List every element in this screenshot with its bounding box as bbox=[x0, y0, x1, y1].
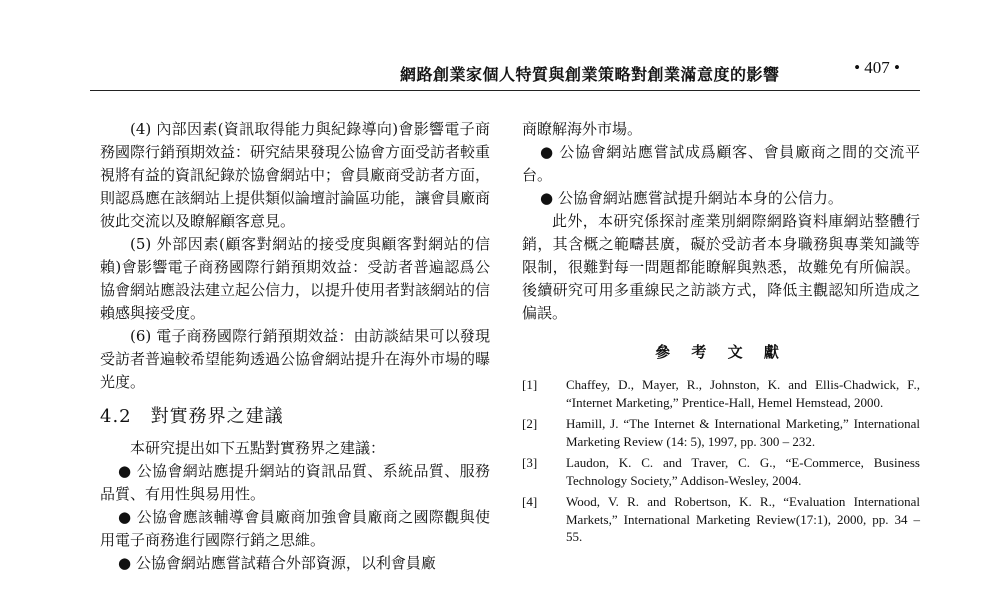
finding-paragraph-6: (6) 電子商務國際行銷預期效益：由訪談結果可以發現受訪者普遍較希望能夠透過公協會網站提升在海外市場的曝光度。 bbox=[100, 327, 491, 391]
reference-item bbox=[522, 415, 920, 450]
reference-text: Laudon, K. C. and Traver, C. G., “E-Commerce, Business Technology Society,” Addison-Wesley, 2004. bbox=[566, 455, 920, 488]
bullet-3-continuation: 商瞭解海外市場。 bbox=[522, 120, 643, 138]
reference-number: [3] bbox=[522, 455, 538, 470]
reference-text: Hamill, J. “The Internet & International Marketing,” International Marketing Review (14: 5), 1997, pp. 300 – 232. bbox=[566, 416, 920, 449]
running-header bbox=[90, 58, 920, 91]
suggestion-bullet-4: ● 公協會網站應嘗試成爲顧客、會員廠商之間的交流平台。 bbox=[522, 143, 920, 184]
suggestion-bullet-5: ● 公協會網站應嘗試提升網站本身的公信力。 bbox=[540, 189, 843, 207]
suggestion-bullet-2: ● 公協會應該輔導會員廠商加強會員廠商之國際觀與使用電子商務進行國際行銷之思維。 bbox=[100, 508, 490, 549]
reference-item bbox=[522, 493, 920, 546]
suggestion-bullet-1: ● 公協會網站應提升網站的資訊品質、系統品質、服務品質、有用性與易用性。 bbox=[100, 462, 490, 503]
finding-paragraph-5: (5) 外部因素(顧客對網站的接受度與顧客對網站的信賴)會影響電子商務國際行銷預期效益：受訪者普遍認爲公協會網站應設法建立起公信力，以提升使用者對該網站的信賴感與接受度。 bbox=[100, 235, 491, 322]
reference-text: Wood, V. R. and Robertson, K. R., “Evaluation International Markets,” International Marketing Review(17:1), 2000, pp. 34 – 55. bbox=[566, 494, 920, 544]
reference-item bbox=[522, 376, 920, 411]
right-column bbox=[522, 118, 920, 550]
left-column bbox=[100, 118, 490, 575]
suggestions-intro: 本研究提出如下五點對實務界之建議： bbox=[130, 439, 386, 457]
limitations-paragraph: 此外，本研究係探討產業別網際網路資料庫網站整體行銷，其含概之範疇甚廣，礙於受訪者本身職務與專業知識等限制，很難對每一問題都能瞭解與熟悉，故難免有所偏誤。後續研究可用多重線民之訪談方式，降低主觀認知所造成之偏誤。 bbox=[522, 212, 920, 322]
section-heading-4-2: 4.2 對實務界之建議 bbox=[100, 406, 284, 427]
finding-paragraph-4: (4) 內部因素(資訊取得能力與紀錄導向)會影響電子商務國際行銷預期效益：研究結果發現公協會方面受訪者較重視將有益的資訊紀錄於協會網站中；會員廠商受訪者方面，則認爲應在該網站上提供類似論壇討論區功能，讓會員廠商彼此交流以及瞭解顧客意見。 bbox=[100, 120, 491, 230]
reference-item bbox=[522, 454, 920, 489]
page-number: • 407 • bbox=[854, 58, 900, 77]
reference-number: [4] bbox=[522, 494, 538, 509]
reference-number: [1] bbox=[522, 377, 538, 392]
reference-number: [2] bbox=[522, 416, 538, 431]
suggestion-bullet-3: ● 公協會網站應嘗試藉合外部資源，以利會員廠 bbox=[118, 554, 436, 572]
reference-text: Chaffey, D., Mayer, R., Johnston, K. and Ellis-Chadwick, F., “Internet Marketing,” Prentice-Hall, Hemel Hemstead, 2000. bbox=[566, 377, 920, 410]
references-title: 參 考 文 獻 bbox=[655, 343, 787, 361]
running-title: 網路創業家個人特質與創業策略對創業滿意度的影響 bbox=[400, 65, 780, 84]
